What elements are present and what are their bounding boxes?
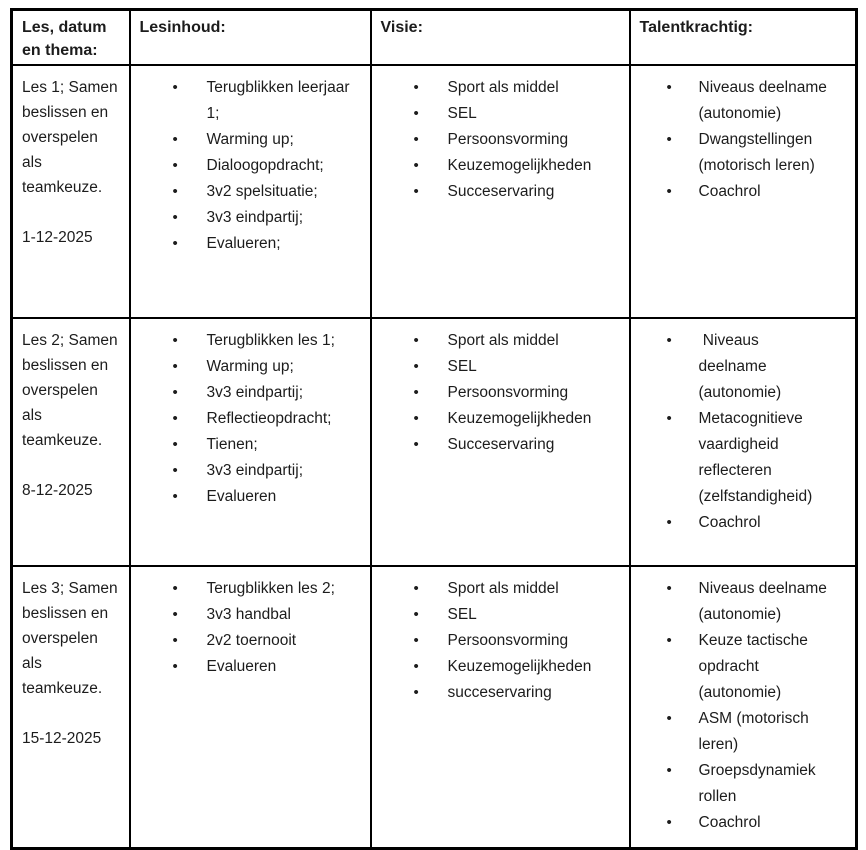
list-item: • Succeservaring <box>372 432 629 458</box>
cell-les-1-thema <box>12 65 130 318</box>
talentkrachtig-list <box>631 328 856 536</box>
list-item: • Keuze tactische opdracht (autonomie) <box>631 628 856 706</box>
document-page <box>10 8 858 850</box>
table-row-les-2 <box>12 318 857 566</box>
list-item: • Coachrol <box>631 510 856 536</box>
lesinhoud-list <box>131 75 370 257</box>
list-item: • Reflectieopdracht; <box>131 406 370 432</box>
visie-list <box>372 576 629 706</box>
list-item: • 3v3 eindpartij; <box>131 380 370 406</box>
list-item: • Warming up; <box>131 127 370 153</box>
column-header-les-datum-thema: Les, datum en thema: <box>12 10 130 66</box>
list-item: • SEL <box>372 354 629 380</box>
talentkrachtig-list <box>631 75 856 205</box>
table-header-row <box>12 10 857 66</box>
list-item: • Coachrol <box>631 810 856 836</box>
list-item: • Succeservaring <box>372 179 629 205</box>
list-item: • SEL <box>372 101 629 127</box>
cell-les-3-thema <box>12 566 130 848</box>
cell-les-2-lesinhoud <box>130 318 371 566</box>
list-item: • Niveaus deelname (autonomie) <box>631 75 856 127</box>
visie-list <box>372 328 629 458</box>
lesson-plan-table <box>10 8 858 850</box>
list-item: • SEL <box>372 602 629 628</box>
column-header-visie: Visie: <box>371 10 630 66</box>
list-item: • Keuzemogelijkheden <box>372 153 629 179</box>
list-item: • Terugblikken leerjaar 1; <box>131 75 370 127</box>
list-item: • Sport als middel <box>372 576 629 602</box>
list-item: • 3v3 handbal <box>131 602 370 628</box>
list-item: • Metacognitieve vaardigheid reflecteren (zelfstandigheid) <box>631 406 856 510</box>
list-item: • Warming up; <box>131 354 370 380</box>
list-item: • Evalueren <box>131 484 370 510</box>
lesson-thema: Les 1; Samen beslissen en overspelen als teamkeuze. <box>22 79 118 196</box>
cell-les-1-lesinhoud <box>130 65 371 318</box>
lesinhoud-list <box>131 328 370 510</box>
list-item: • Sport als middel <box>372 328 629 354</box>
list-item: • Groepsdynamiek rollen <box>631 758 856 810</box>
lesinhoud-list <box>131 576 370 680</box>
list-item: • Persoonsvorming <box>372 127 629 153</box>
list-item: • Keuzemogelijkheden <box>372 406 629 432</box>
list-item: • 3v2 spelsituatie; <box>131 179 370 205</box>
lesson-date: 15-12-2025 <box>22 730 102 747</box>
lesson-date: 8-12-2025 <box>22 482 93 499</box>
list-item: • 3v3 eindpartij; <box>131 205 370 231</box>
list-item: • Terugblikken les 1; <box>131 328 370 354</box>
list-item: • Persoonsvorming <box>372 380 629 406</box>
talentkrachtig-list <box>631 576 856 836</box>
cell-les-2-visie <box>371 318 630 566</box>
table-row-les-1 <box>12 65 857 318</box>
list-item: • succeservaring <box>372 680 629 706</box>
list-item: • Niveaus deelname (autonomie) <box>631 576 856 628</box>
list-item: • 3v3 eindpartij; <box>131 458 370 484</box>
list-item: • Dwangstellingen (motorisch leren) <box>631 127 856 179</box>
list-item: • Evalueren <box>131 654 370 680</box>
list-item: • ASM (motorisch leren) <box>631 706 856 758</box>
list-item: • Keuzemogelijkheden <box>372 654 629 680</box>
list-item: • Terugblikken les 2; <box>131 576 370 602</box>
visie-list <box>372 75 629 205</box>
list-item: • Dialoogopdracht; <box>131 153 370 179</box>
cell-les-3-talentkrachtig <box>630 566 857 848</box>
column-header-lesinhoud: Lesinhoud: <box>130 10 371 66</box>
table-row-les-3 <box>12 566 857 848</box>
lesson-thema: Les 3; Samen beslissen en overspelen als teamkeuze. <box>22 580 118 697</box>
list-item: • Persoonsvorming <box>372 628 629 654</box>
cell-les-2-thema <box>12 318 130 566</box>
list-item: • 2v2 toernooit <box>131 628 370 654</box>
list-item: • Coachrol <box>631 179 856 205</box>
column-header-talentkrachtig: Talentkrachtig: <box>630 10 857 66</box>
cell-les-3-lesinhoud <box>130 566 371 848</box>
list-item: • Tienen; <box>131 432 370 458</box>
list-item: • Sport als middel <box>372 75 629 101</box>
cell-les-1-visie <box>371 65 630 318</box>
cell-les-3-visie <box>371 566 630 848</box>
lesson-thema: Les 2; Samen beslissen en overspelen als teamkeuze. <box>22 332 118 449</box>
cell-les-2-talentkrachtig <box>630 318 857 566</box>
lesson-date: 1-12-2025 <box>22 229 93 246</box>
list-item: • Evalueren; <box>131 231 370 257</box>
list-item: • Niveaus deelname (autonomie) <box>631 328 856 406</box>
cell-les-1-talentkrachtig <box>630 65 857 318</box>
